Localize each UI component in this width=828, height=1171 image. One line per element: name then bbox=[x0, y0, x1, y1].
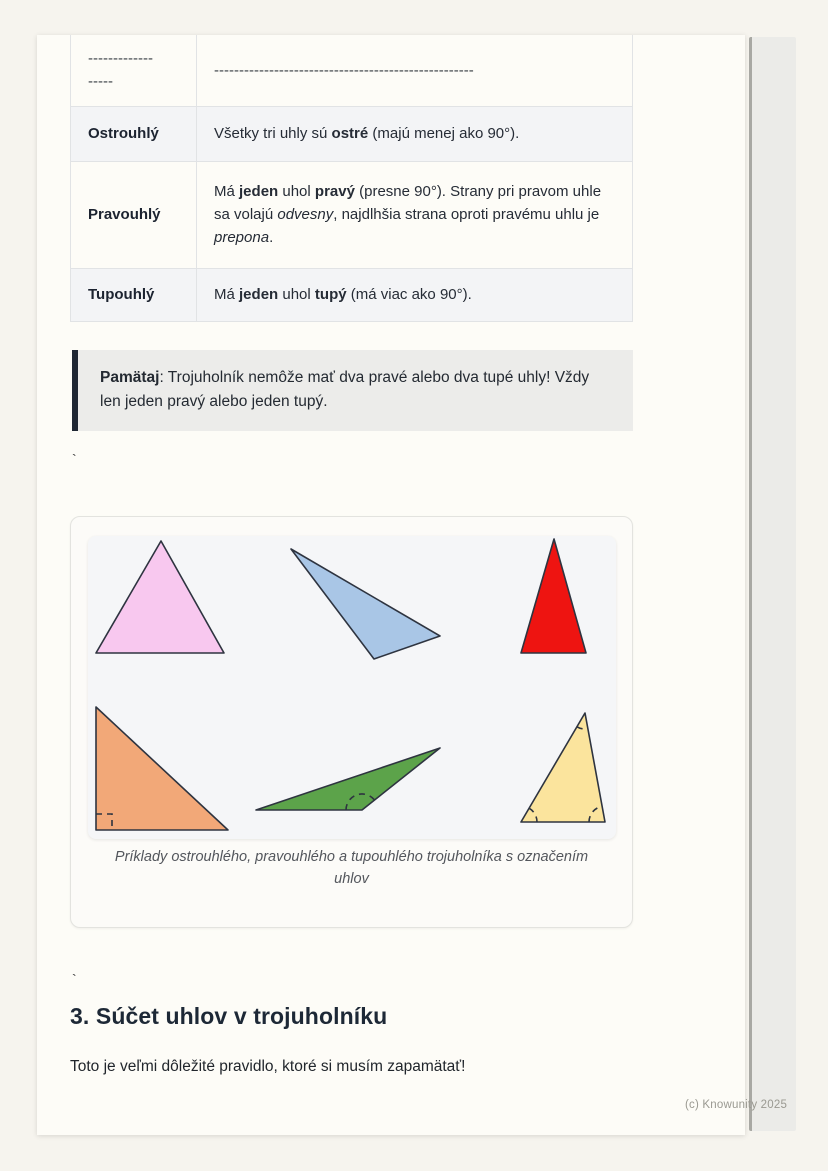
triangle-acute-pink bbox=[96, 541, 224, 653]
triangle-types-table bbox=[70, 35, 633, 322]
term-cell bbox=[71, 106, 197, 161]
figure-caption: Príklady ostrouhlého, pravouhlého a tupouhlého trojuholníka s označením uhlov bbox=[114, 849, 589, 887]
scrollbar-track[interactable] bbox=[749, 37, 796, 1131]
desc-cell bbox=[197, 268, 633, 321]
separator-dashes-line2: ----- bbox=[88, 73, 113, 91]
triangle-acute-blue-rotated bbox=[291, 549, 440, 659]
triangle-acute-red-narrow bbox=[521, 539, 586, 653]
desc-cell bbox=[197, 161, 633, 268]
intro-paragraph: Toto je veľmi dôležité pravidlo, ktoré si musím zapamätať! bbox=[70, 1058, 466, 1075]
table-row-obtuse bbox=[71, 268, 633, 321]
section-heading: 3. Súčet uhlov v trojuholníku bbox=[70, 1003, 388, 1029]
term-label: Pravouhlý bbox=[88, 205, 161, 223]
term-cell bbox=[71, 268, 197, 321]
term-cell bbox=[71, 161, 197, 268]
table-row-right bbox=[71, 161, 633, 268]
triangle-obtuse-green bbox=[256, 748, 440, 810]
term-description: Všetky tri uhly sú ostré (majú menej ako 90°). bbox=[214, 124, 520, 142]
table-row-separator bbox=[71, 35, 633, 106]
copyright-watermark: (c) Knowunity 2025 bbox=[685, 1099, 788, 1111]
table-row-acute bbox=[71, 106, 633, 161]
remember-callout bbox=[72, 350, 633, 431]
stray-backtick-1: ` bbox=[72, 451, 77, 467]
separator-dashes-line1: ------------- bbox=[88, 50, 153, 67]
term-cell bbox=[71, 35, 197, 106]
triangles-figure bbox=[88, 536, 616, 839]
desc-cell bbox=[197, 35, 633, 106]
term-label: Ostrouhlý bbox=[88, 124, 159, 142]
term-label: Tupouhlý bbox=[88, 285, 155, 303]
term-description: Má jeden uhol pravý (presne 90°). Strany pri pravom uhle sa volajú odvesny, najdlhšia strana oproti pravému uhlu je prepona. bbox=[214, 182, 602, 247]
document-page bbox=[37, 35, 745, 1135]
term-description: Má jeden uhol tupý (má viac ako 90°). bbox=[214, 285, 472, 303]
triangle-right-orange bbox=[96, 707, 228, 830]
remember-callout-text: Pamätaj: Trojuholník nemôže mať dva pravé alebo dva tupé uhly! Vždy len jeden pravý alebo jeden tupý. bbox=[100, 369, 590, 411]
desc-cell bbox=[197, 106, 633, 161]
stray-backtick-2: ` bbox=[72, 971, 77, 987]
triangles-svg bbox=[88, 536, 616, 839]
triangle-acute-yellow-marked bbox=[521, 713, 605, 822]
separator-dashes-wide: ---------------------------------------------------- bbox=[214, 61, 474, 79]
figure-card bbox=[70, 516, 633, 928]
